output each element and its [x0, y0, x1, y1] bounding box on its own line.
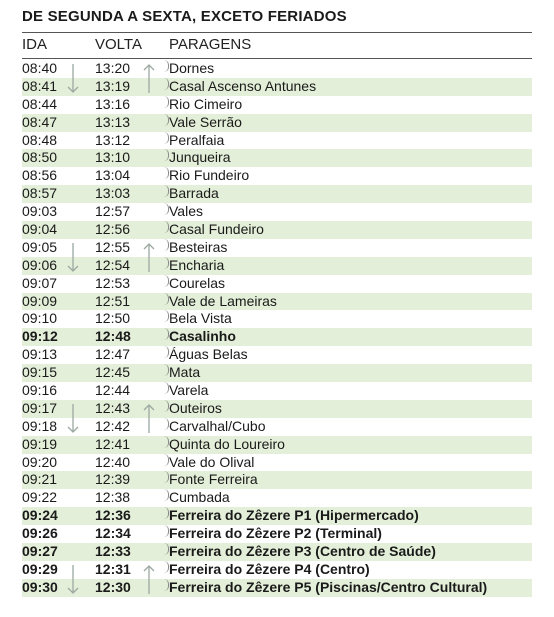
stop-name: Vale do Olival — [169, 453, 255, 470]
volta-time: 12:34 — [95, 525, 131, 542]
ida-time: 09:17 — [22, 399, 58, 416]
stop-name: Junqueira — [169, 149, 231, 166]
volta-time: 12:43 — [95, 399, 131, 416]
table-row — [22, 310, 532, 328]
ida-time: 09:30 — [22, 578, 58, 595]
stop-name: Vale Serrão — [169, 113, 242, 130]
volta-time: 12:41 — [95, 435, 131, 452]
table-row — [22, 293, 532, 311]
table-row — [22, 96, 532, 114]
timetable-heading: DE SEGUNDA A SEXTA, EXCETO FERIADOS — [22, 8, 347, 25]
stop-name: Rio Fundeiro — [169, 167, 250, 184]
table-row — [22, 203, 532, 221]
ida-time: 09:09 — [22, 292, 58, 309]
volta-time: 12:56 — [95, 221, 131, 238]
volta-time: 12:54 — [95, 256, 131, 273]
up-arrow-icon — [143, 404, 155, 433]
column-paragens: PARAGENS — [169, 36, 252, 53]
stop-name: Casal Ascenso Antunes — [169, 77, 317, 94]
ida-time: 08:48 — [22, 131, 58, 148]
table-row — [22, 275, 532, 293]
stop-name: Rio Cimeiro — [169, 95, 243, 112]
volta-time: 12:44 — [95, 382, 131, 399]
table-row — [22, 525, 532, 543]
table-row — [22, 471, 532, 489]
ida-time: 09:05 — [22, 238, 58, 255]
volta-time: 13:10 — [95, 149, 131, 166]
stop-name: Casalinho — [169, 328, 236, 345]
ida-time: 09:22 — [22, 489, 58, 506]
stop-name: Varela — [169, 382, 209, 399]
table-row — [22, 114, 532, 132]
stop-name: Ferreira do Zêzere P2 (Terminal) — [169, 525, 382, 542]
volta-time: 13:20 — [95, 60, 131, 76]
stop-name: Outeiros — [169, 399, 222, 416]
stop-name: Carvalhal/Cubo — [169, 417, 266, 434]
ida-time: 09:13 — [22, 346, 58, 363]
timetable-rows — [22, 60, 532, 597]
table-row — [22, 489, 532, 507]
table-row — [22, 149, 532, 167]
volta-time: 13:13 — [95, 113, 131, 130]
volta-time: 12:51 — [95, 292, 131, 309]
table-row — [22, 132, 532, 150]
volta-time: 12:42 — [95, 417, 131, 434]
stop-name: Quinta do Loureiro — [169, 435, 285, 452]
ida-time: 08:41 — [22, 77, 58, 94]
volta-time: 12:31 — [95, 560, 131, 577]
table-row — [22, 257, 532, 275]
ida-time: 08:44 — [22, 95, 58, 112]
table-row — [22, 436, 532, 454]
stop-name: Encharia — [169, 256, 225, 273]
stop-name: Peralfaia — [169, 131, 225, 148]
down-arrow-icon — [67, 64, 79, 93]
stop-name: Ferreira do Zêzere P4 (Centro) — [169, 560, 370, 577]
table-row — [22, 561, 532, 579]
volta-time: 12:39 — [95, 471, 131, 488]
up-arrow-icon — [143, 64, 155, 93]
ida-time: 09:26 — [22, 525, 58, 542]
up-arrow-icon — [143, 243, 155, 272]
stop-name: Vales — [169, 203, 203, 220]
table-row — [22, 167, 532, 185]
top-rule — [22, 32, 532, 33]
volta-time: 12:47 — [95, 346, 131, 363]
table-row — [22, 382, 532, 400]
ida-time: 08:56 — [22, 167, 58, 184]
stop-name: Dornes — [169, 60, 215, 76]
ida-time: 08:50 — [22, 149, 58, 166]
table-row — [22, 454, 532, 472]
ida-time: 09:03 — [22, 203, 58, 220]
volta-time: 13:03 — [95, 185, 131, 202]
stop-name: Ferreira do Zêzere P5 (Piscinas/Centro Cultural) — [169, 578, 488, 595]
table-row — [22, 185, 532, 203]
ida-time: 08:57 — [22, 185, 58, 202]
table-row — [22, 239, 532, 257]
stop-name: Vale de Lameiras — [169, 292, 277, 309]
ida-time: 09:04 — [22, 221, 58, 238]
volta-time: 12:45 — [95, 364, 131, 381]
ida-time: 09:20 — [22, 453, 58, 470]
volta-time: 12:50 — [95, 310, 131, 327]
stop-name: Fonte Ferreira — [169, 471, 258, 488]
ida-time: 09:12 — [22, 328, 58, 345]
stop-name: Besteiras — [169, 238, 228, 255]
volta-time: 12:40 — [95, 453, 131, 470]
column-header-row — [0, 34, 554, 58]
down-arrow-icon — [67, 565, 79, 594]
ida-time: 09:29 — [22, 560, 58, 577]
ida-time: 09:21 — [22, 471, 58, 488]
table-row — [22, 579, 532, 597]
volta-time: 12:33 — [95, 543, 131, 560]
ida-time: 09:19 — [22, 435, 58, 452]
table-row — [22, 60, 532, 78]
stop-name: Barrada — [169, 185, 219, 202]
stop-name: Águas Belas — [169, 346, 248, 363]
table-row — [22, 328, 532, 346]
volta-time: 13:12 — [95, 131, 131, 148]
table-row — [22, 543, 532, 561]
table-row — [22, 418, 532, 436]
ida-time: 09:15 — [22, 364, 58, 381]
stop-name: Cumbada — [169, 489, 230, 506]
header-rule — [22, 58, 532, 59]
volta-time: 13:19 — [95, 77, 131, 94]
table-row — [22, 364, 532, 382]
table-row — [22, 221, 532, 239]
table-row — [22, 346, 532, 364]
ida-time: 09:07 — [22, 274, 58, 291]
ida-time: 09:10 — [22, 310, 58, 327]
column-volta: VOLTA — [95, 36, 142, 53]
stop-name: Mata — [169, 364, 201, 381]
up-arrow-icon — [143, 565, 155, 594]
volta-time: 13:04 — [95, 167, 131, 184]
ida-time: 09:18 — [22, 417, 58, 434]
ida-time: 09:24 — [22, 507, 58, 524]
ida-time: 09:16 — [22, 382, 58, 399]
table-row — [22, 507, 532, 525]
table-row — [22, 400, 532, 418]
down-arrow-icon — [67, 404, 79, 433]
ida-time: 09:27 — [22, 543, 58, 560]
volta-time: 12:55 — [95, 238, 131, 255]
volta-time: 12:53 — [95, 274, 131, 291]
volta-time: 12:48 — [95, 328, 131, 345]
volta-time: 12:36 — [95, 507, 131, 524]
ida-time: 09:06 — [22, 256, 58, 273]
volta-time: 12:38 — [95, 489, 131, 506]
stop-name: Casal Fundeiro — [169, 221, 264, 238]
ida-time: 08:47 — [22, 113, 58, 130]
volta-time: 12:57 — [95, 203, 131, 220]
stop-name: Ferreira do Zêzere P3 (Centro de Saúde) — [169, 543, 436, 560]
table-row — [22, 78, 532, 96]
volta-time: 12:30 — [95, 578, 131, 595]
down-arrow-icon — [67, 243, 79, 272]
ida-time: 08:40 — [22, 60, 58, 76]
stop-name: Bela Vista — [169, 310, 232, 327]
stop-name: Ferreira do Zêzere P1 (Hipermercado) — [169, 507, 419, 524]
stop-name: Courelas — [169, 274, 226, 291]
volta-time: 13:16 — [95, 95, 131, 112]
column-ida: IDA — [22, 36, 48, 53]
